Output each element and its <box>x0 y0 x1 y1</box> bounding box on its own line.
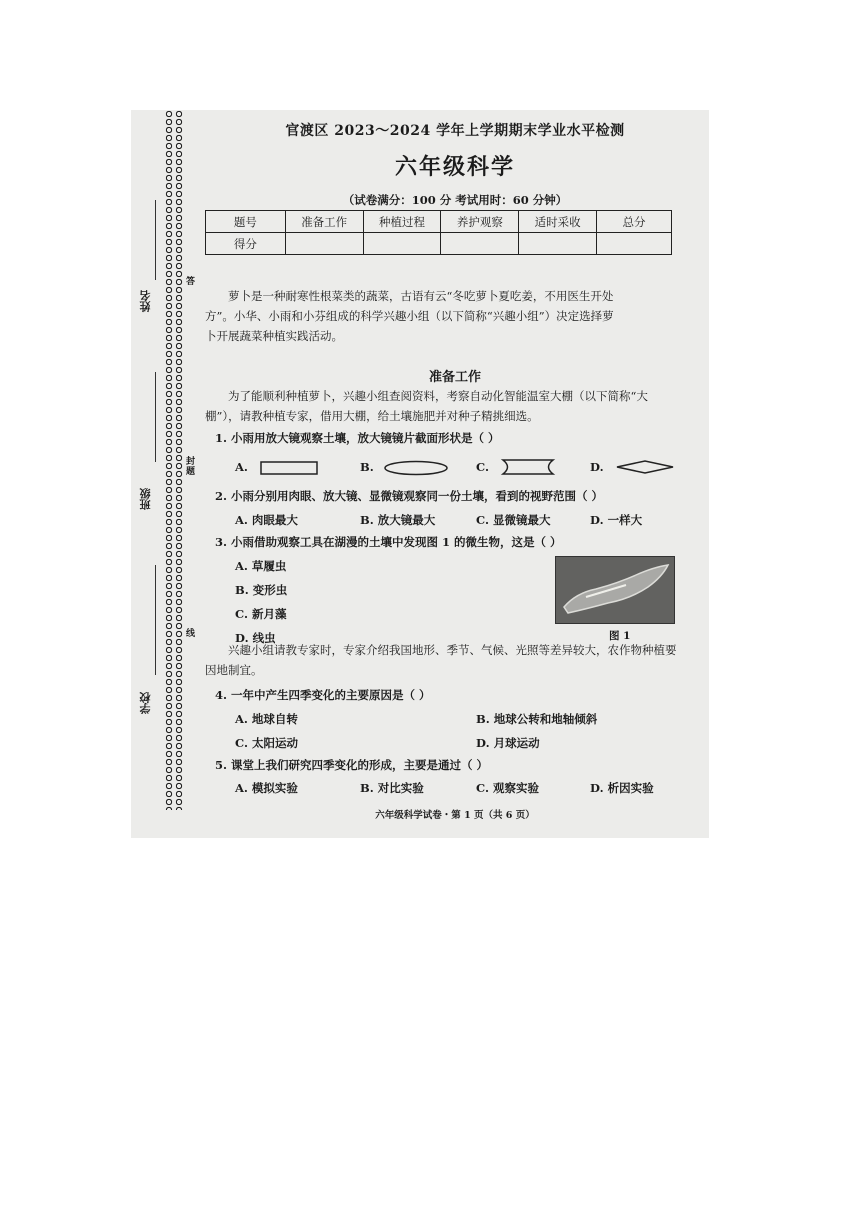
exam-info: （试卷满分：100 分 考试用时：60 分钟） <box>342 193 568 207</box>
q1-option-a[interactable]: A. <box>235 460 248 474</box>
q4-option-d[interactable]: D. 月球运动 <box>476 736 540 750</box>
q4-option-a[interactable]: A. 地球自转 <box>235 712 298 726</box>
q5-option-c[interactable]: C. 观察实验 <box>476 781 539 795</box>
score-header-cell: 适时采收 <box>519 211 597 233</box>
score-header-cell: 养护观察 <box>441 211 519 233</box>
q2-option-c[interactable]: C. 显微镜最大 <box>476 513 551 527</box>
q3-option-c[interactable]: C. 新月藻 <box>235 607 287 621</box>
section-title-preparation: 准备工作 <box>428 370 481 385</box>
exam-subject: 六年级科学 <box>394 154 515 180</box>
interlude-paragraph: 兴趣小组请教专家时，专家介绍我国地形、季节、气候、光照等差异较大，农作物种植要因地制宜。 <box>205 643 677 677</box>
convex-lens-icon <box>615 459 675 479</box>
name-label: 姓名 <box>139 290 152 312</box>
q2-option-b[interactable]: B. 放大镜最大 <box>360 513 436 527</box>
q5-option-a[interactable]: A. 模拟实验 <box>235 781 298 795</box>
score-table-score-row <box>206 233 672 255</box>
question-3: 3. 小雨借助观察工具在湖漫的土壤中发现图 1 的微生物，这是（ ） <box>215 535 562 549</box>
q3-option-d[interactable]: D. 线虫 <box>235 631 276 645</box>
question-1: 1. 小雨用放大镜观察土壤，放大镜镜片截面形状是（ ） <box>215 431 500 445</box>
q2-option-d[interactable]: D. 一样大 <box>590 513 643 527</box>
question-5: 5. 课堂上我们研究四季变化的形成，主要是通过（ ） <box>215 758 489 772</box>
exam-content <box>205 110 705 838</box>
score-cell[interactable] <box>363 233 441 255</box>
score-table <box>205 210 672 255</box>
class-label: 班级 <box>139 488 152 510</box>
figure-1-microorganism <box>555 556 675 624</box>
page-footer: 六年级科学试卷・第 1 页（共 6 页） <box>375 810 535 821</box>
q1-option-c[interactable]: C. <box>476 460 489 474</box>
q4-option-c[interactable]: C. 太阳运动 <box>235 736 298 750</box>
score-cell[interactable] <box>597 233 672 255</box>
q2-option-a[interactable]: A. 肉眼最大 <box>235 513 298 527</box>
score-cell[interactable] <box>285 233 363 255</box>
score-row-label: 得分 <box>206 233 286 255</box>
school-underline <box>155 565 156 675</box>
class-underline <box>155 372 156 462</box>
exam-page <box>131 110 709 838</box>
rectangle-icon <box>260 460 320 479</box>
q1-option-d[interactable]: D. <box>590 460 604 474</box>
binding-dotted-line-left <box>165 110 173 810</box>
school-label: 学校 <box>139 692 152 714</box>
score-table-header-row <box>206 211 672 233</box>
q5-option-b[interactable]: B. 对比实验 <box>360 781 424 795</box>
q3-option-a[interactable]: A. 草履虫 <box>235 559 287 573</box>
seal-mark-1: 答 <box>184 276 194 286</box>
section-intro-paragraph: 为了能顺利种植萝卜，兴趣小组查阅资料，考察自动化智能温室大棚（以下简称“大棚”），请教种植专家，借用大棚，给土壤施肥并对种子精挑细选。 <box>205 389 648 423</box>
seal-mark-3: 线 <box>184 628 194 638</box>
microorganism-icon <box>556 557 674 623</box>
score-header-cell: 题号 <box>206 211 286 233</box>
score-cell[interactable] <box>519 233 597 255</box>
q3-option-b[interactable]: B. 变形虫 <box>235 583 288 597</box>
exam-title: 官渡区 2023～2024 学年上学期期末学业水平检测 <box>285 123 625 139</box>
binding-dotted-line-right <box>175 110 183 810</box>
name-underline <box>155 200 156 280</box>
question-2: 2. 小雨分别用肉眼、放大镜、显微镜观察同一份土壤，看到的视野范围（ ） <box>215 489 604 503</box>
figure-1-caption: 图 1 <box>609 630 631 642</box>
q4-option-b[interactable]: B. 地球公转和地轴倾斜 <box>476 712 598 726</box>
concave-lens-icon <box>500 458 556 480</box>
score-header-cell: 总分 <box>597 211 672 233</box>
q1-option-b[interactable]: B. <box>360 460 374 474</box>
score-header-cell: 种植过程 <box>363 211 441 233</box>
question-4: 4. 一年中产生四季变化的主要原因是（ ） <box>215 688 431 702</box>
score-cell[interactable] <box>441 233 519 255</box>
intro-paragraph: 萝卜是一种耐寒性根菜类的蔬菜，古语有云“冬吃萝卜夏吃姜，不用医生开处方”。小华、小雨和小芬组成的科学兴趣小组（以下简称“兴趣小组”）决定选择萝卜开展蔬菜种植实践活动。 <box>205 289 614 343</box>
score-header-cell: 准备工作 <box>285 211 363 233</box>
q5-option-d[interactable]: D. 析因实验 <box>590 781 654 795</box>
seal-mark-2: 封题 <box>184 456 194 476</box>
ellipse-icon <box>383 460 449 480</box>
